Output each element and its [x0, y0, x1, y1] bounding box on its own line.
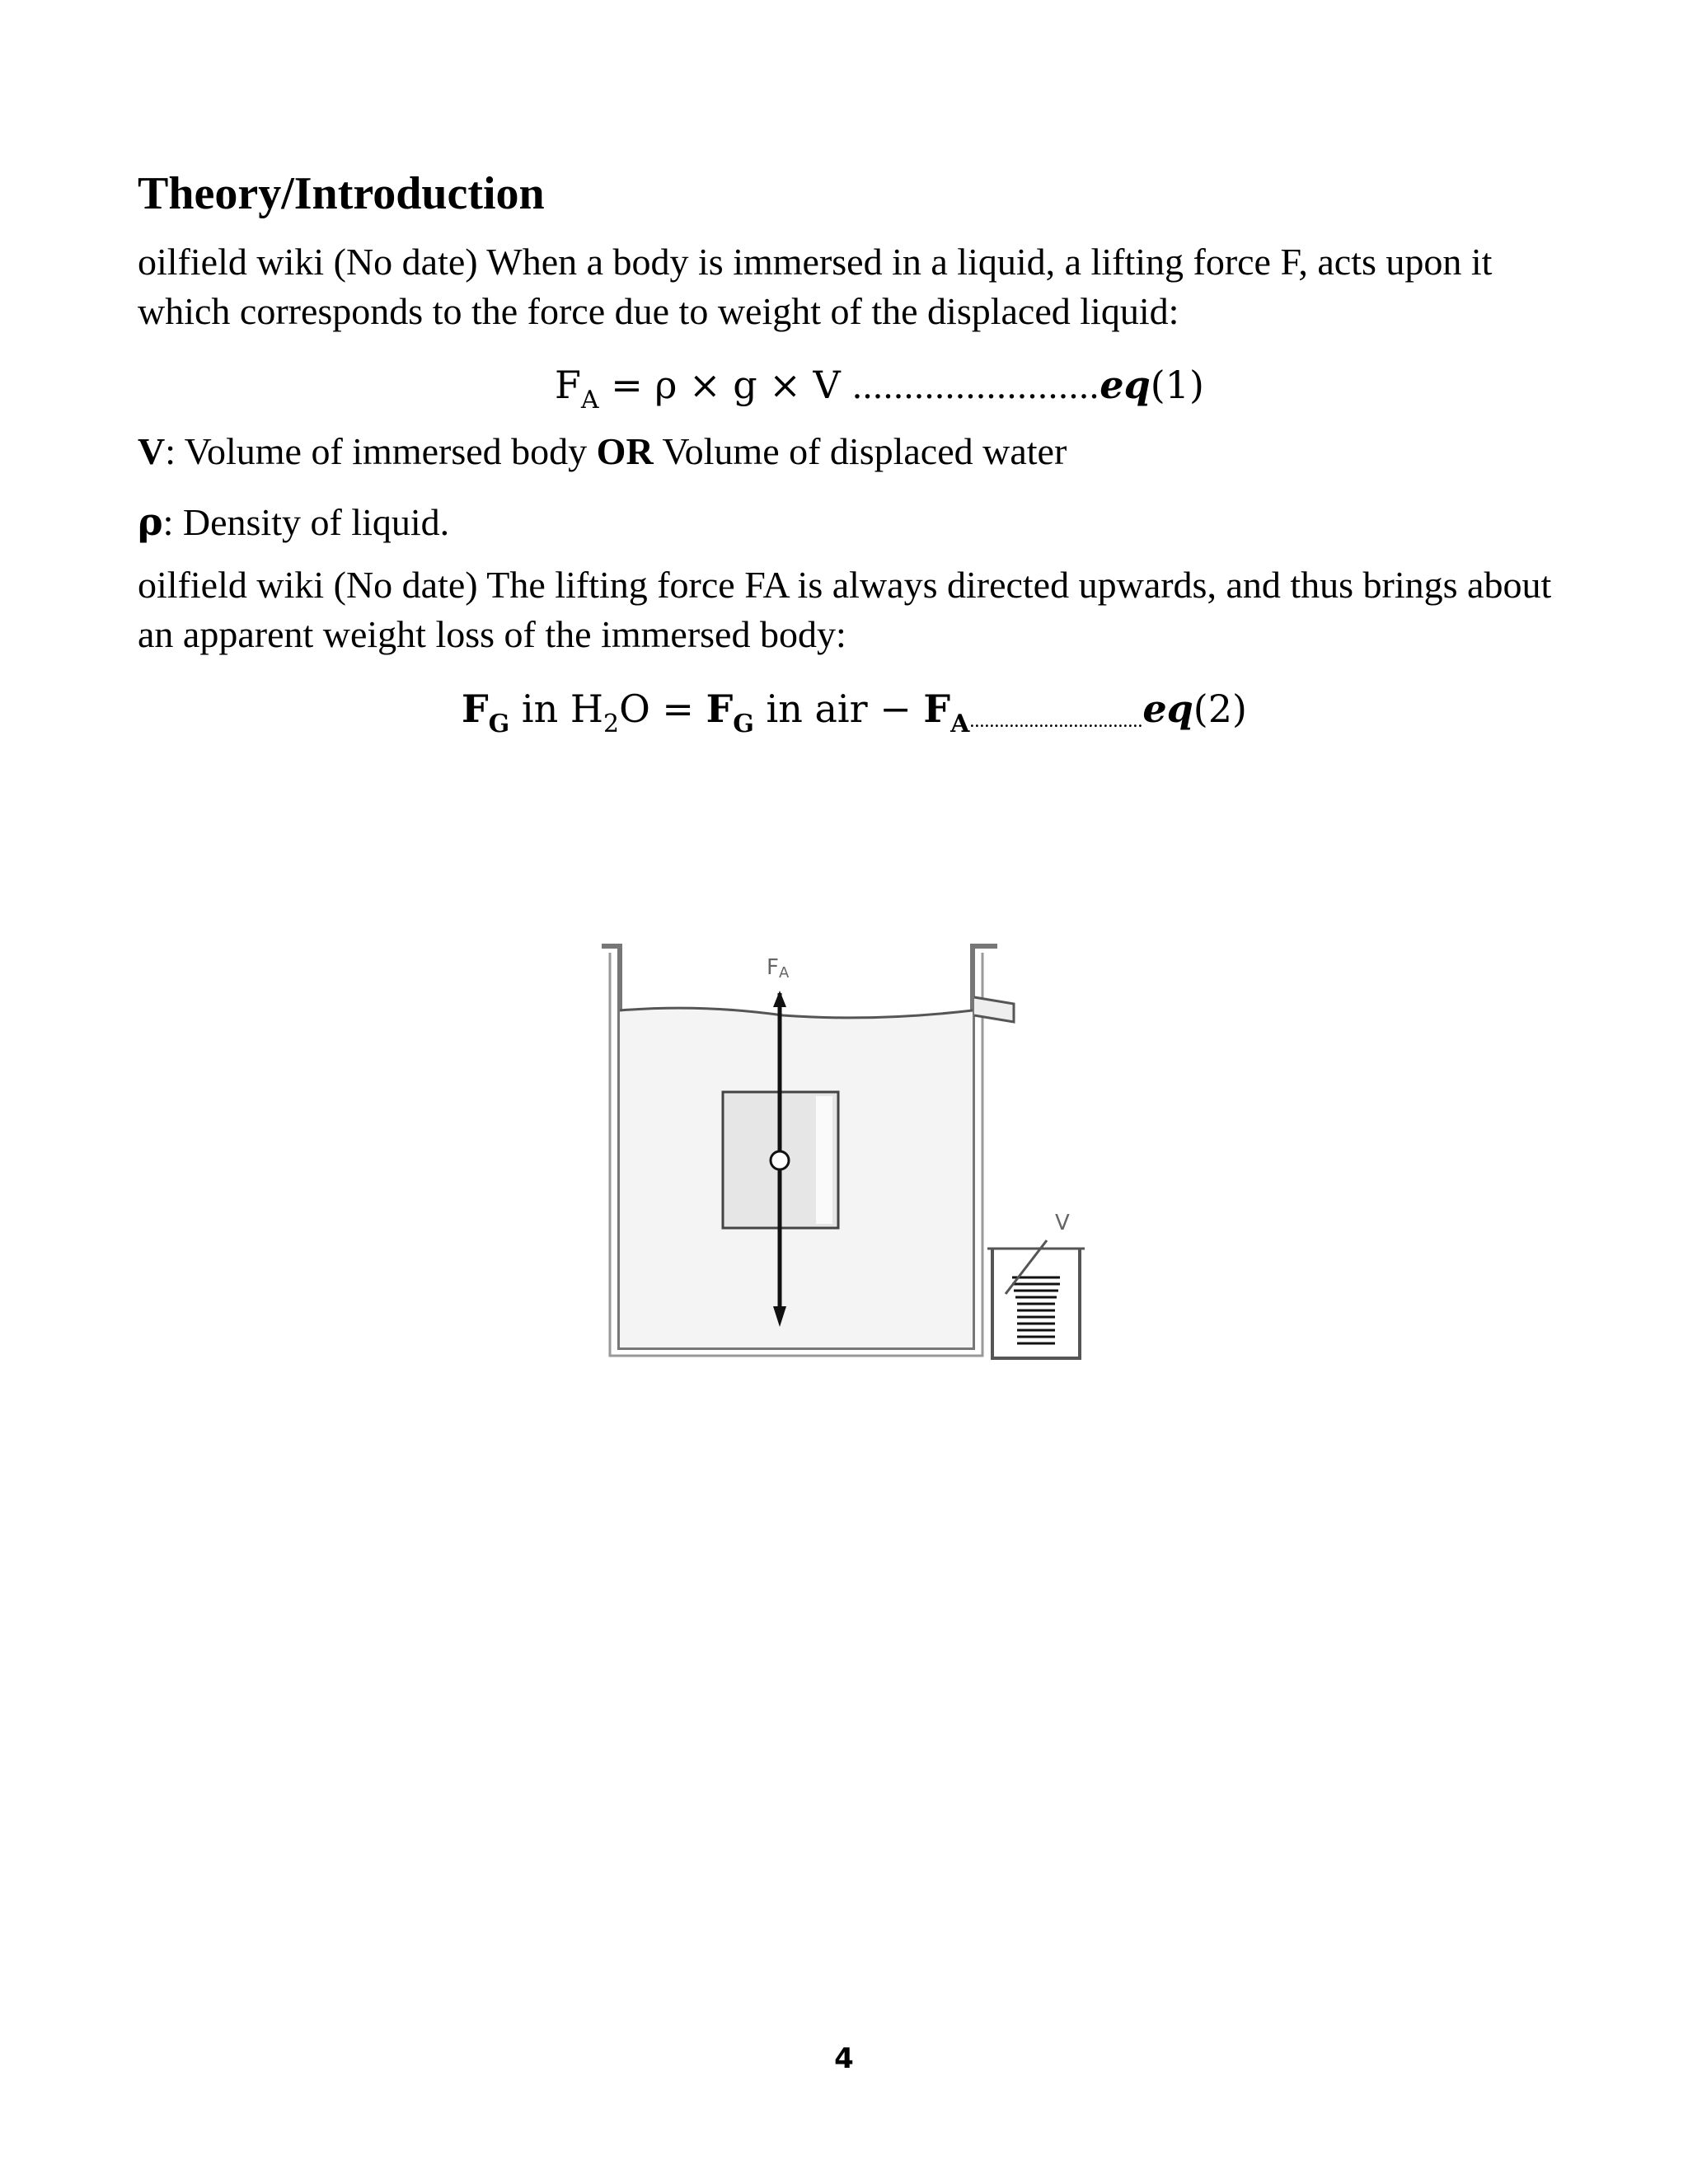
def-rho-text: : Density of liquid.	[162, 501, 450, 543]
force-line-1: oilfield wiki (No date) The lifting force FA is always directed upwards, and thus brings about	[138, 564, 1552, 606]
section-heading: Theory/Introduction	[138, 168, 545, 219]
eq2-fg2-sub: G	[733, 710, 754, 738]
force-line-2: an apparent weight loss of the immersed body:	[138, 613, 846, 655]
intro-line-1: oilfield wiki (No date) When a body is immersed in a liquid, a lifting force F, acts upon it	[138, 241, 1493, 283]
eq1-number: (1)	[1150, 363, 1204, 407]
def-v-symbol: V	[138, 430, 166, 472]
body-highlight	[816, 1096, 832, 1224]
eq1-rhs: = ρ × g × V	[598, 363, 853, 407]
eq2-number: (2)	[1193, 687, 1247, 731]
center-of-mass-icon	[771, 1151, 789, 1169]
def-v-text-a: : Volume of immersed body	[165, 430, 597, 472]
overflow-spout	[974, 997, 1014, 1022]
force-paragraph	[138, 560, 1572, 659]
force-label: FA	[767, 955, 790, 982]
displaced-water	[1012, 1277, 1060, 1343]
page-number: 4	[834, 2042, 854, 2075]
eq2-in-h2o-b: O =	[619, 687, 706, 731]
volume-label: V	[1055, 1211, 1070, 1235]
eq2-fg2: F	[706, 687, 734, 731]
eq1-label: eq	[1100, 363, 1151, 407]
eq2-h2o-sub: 2	[603, 710, 620, 738]
def-v-text-b: Volume of displaced water	[653, 430, 1067, 472]
def-v-or: OR	[596, 430, 654, 472]
eq1-lhs: F	[555, 363, 581, 407]
eq2-fg1: F	[462, 687, 489, 731]
eq2-fg1-sub: G	[488, 710, 510, 738]
equation-1	[555, 360, 1204, 425]
intro-line-2: which corresponds to the force due to weight of the displaced liquid:	[138, 290, 1179, 332]
eq2-fa: F	[923, 687, 951, 731]
eq2-in-air: in air −	[753, 687, 924, 731]
eq2-label: eq	[1142, 687, 1193, 731]
eq1-lhs-sub: A	[580, 386, 599, 415]
definition-density	[138, 497, 449, 547]
intro-paragraph	[138, 237, 1572, 336]
definition-volume	[138, 427, 1067, 476]
eq2-in-h2o-a: in H	[509, 687, 603, 731]
def-rho-symbol: ρ	[138, 499, 163, 544]
eq1-dots: ........................	[852, 364, 1100, 406]
buoyancy-diagram	[602, 931, 1113, 1376]
equation-2	[462, 684, 1247, 749]
eq2-fa-sub: A	[950, 710, 970, 738]
force-arrow-up	[773, 991, 786, 1007]
eq2-dots: ...................................	[969, 710, 1143, 732]
